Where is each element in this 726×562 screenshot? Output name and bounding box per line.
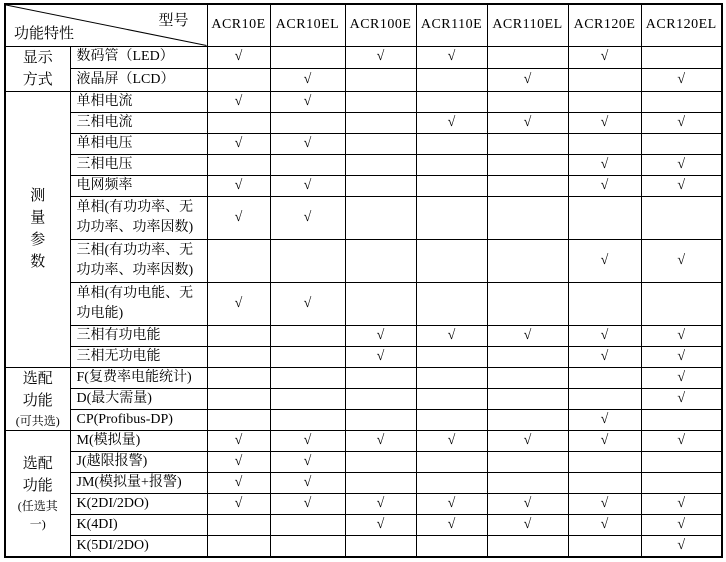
check-mark-icon: √ [523, 495, 532, 511]
feature-label: K(2DI/2DO) [70, 493, 207, 514]
check-cell-empty [207, 154, 270, 175]
check-cell-checked [641, 175, 722, 196]
feature-label: CP(Profibus-DP) [70, 409, 207, 430]
check-cell-checked [416, 430, 487, 451]
check-cell-empty [345, 239, 416, 282]
table-row [5, 325, 722, 346]
check-cell-empty [487, 133, 568, 154]
check-cell-empty [270, 409, 345, 430]
check-cell-checked [207, 46, 270, 69]
check-cell-empty [487, 535, 568, 557]
check-mark-icon: √ [677, 432, 686, 448]
check-cell-empty [641, 91, 722, 112]
check-cell-empty [568, 133, 641, 154]
section-label-line: 量 [30, 210, 46, 226]
check-cell-checked [345, 493, 416, 514]
feature-label: K(4DI) [70, 514, 207, 535]
check-cell-empty [345, 367, 416, 388]
check-mark-icon: √ [447, 516, 456, 532]
check-mark-icon: √ [600, 327, 609, 343]
table-row [5, 346, 722, 367]
table-row [5, 69, 722, 92]
check-cell-empty [207, 535, 270, 557]
check-cell-checked [416, 493, 487, 514]
check-cell-empty [345, 133, 416, 154]
section-label-line: 方式 [22, 71, 53, 88]
check-cell-empty [345, 409, 416, 430]
check-mark-icon: √ [234, 295, 243, 311]
check-cell-checked [207, 451, 270, 472]
table-row [5, 46, 722, 69]
section-label-measure-params [5, 91, 70, 367]
model-header-acr10e: ACR10E [207, 4, 270, 46]
feature-label: 三相电流 [70, 112, 207, 133]
check-cell-checked [641, 112, 722, 133]
check-cell-empty [207, 346, 270, 367]
feature-label: M(模拟量) [70, 430, 207, 451]
check-mark-icon: √ [303, 93, 312, 109]
check-cell-checked [641, 535, 722, 557]
table-row [5, 451, 722, 472]
section-label-display-mode [5, 46, 70, 91]
feature-label: 单相(有功电能、无功电能) [70, 282, 207, 325]
check-mark-icon: √ [677, 327, 686, 343]
check-mark-icon: √ [234, 495, 243, 511]
check-cell-empty [207, 367, 270, 388]
check-mark-icon: √ [600, 495, 609, 511]
check-mark-icon: √ [303, 71, 312, 87]
feature-label: 三相无功电能 [70, 346, 207, 367]
check-cell-empty [568, 69, 641, 92]
check-cell-empty [270, 535, 345, 557]
check-mark-icon: √ [600, 49, 609, 65]
check-cell-checked [641, 514, 722, 535]
check-cell-checked [641, 325, 722, 346]
check-mark-icon: √ [600, 252, 609, 268]
check-cell-checked [207, 282, 270, 325]
table-row [5, 514, 722, 535]
feature-label: 单相电流 [70, 91, 207, 112]
check-mark-icon: √ [234, 453, 243, 469]
feature-label: 电网频率 [70, 175, 207, 196]
check-mark-icon: √ [447, 327, 456, 343]
section-label-optional-exclusive [5, 430, 70, 557]
section-label-line: 数 [30, 254, 46, 270]
check-cell-empty [416, 388, 487, 409]
check-cell-empty [345, 388, 416, 409]
check-cell-checked [641, 493, 722, 514]
check-mark-icon: √ [677, 114, 686, 130]
check-mark-icon: √ [677, 369, 686, 385]
check-mark-icon: √ [303, 135, 312, 151]
check-mark-icon: √ [447, 49, 456, 65]
model-header-acr10el: ACR10EL [270, 4, 345, 46]
check-mark-icon: √ [600, 156, 609, 172]
feature-label: 三相(有功功率、无功功率、功率因数) [70, 239, 207, 282]
check-cell-empty [416, 69, 487, 92]
check-cell-empty [641, 282, 722, 325]
check-mark-icon: √ [303, 474, 312, 490]
check-mark-icon: √ [677, 390, 686, 406]
check-cell-checked [641, 239, 722, 282]
check-cell-empty [416, 535, 487, 557]
check-cell-empty [270, 388, 345, 409]
table-row [5, 91, 722, 112]
check-cell-checked [270, 451, 345, 472]
table-row [5, 154, 722, 175]
check-cell-empty [487, 346, 568, 367]
check-cell-empty [270, 239, 345, 282]
check-cell-checked [345, 514, 416, 535]
model-header-acr110el: ACR110EL [487, 4, 568, 46]
check-cell-empty [270, 514, 345, 535]
check-cell-checked [270, 282, 345, 325]
section-label-line: 选配 [22, 370, 53, 387]
table-row [5, 493, 722, 514]
check-cell-empty [416, 91, 487, 112]
check-cell-empty [487, 367, 568, 388]
check-cell-empty [568, 472, 641, 493]
check-cell-checked [207, 430, 270, 451]
section-label-line: 选配 [22, 456, 53, 472]
table-row [5, 133, 722, 154]
check-cell-checked [568, 325, 641, 346]
check-cell-empty [345, 91, 416, 112]
check-cell-checked [568, 239, 641, 282]
corner-cell [5, 4, 207, 46]
check-cell-checked [416, 46, 487, 69]
check-mark-icon: √ [523, 327, 532, 343]
check-cell-empty [416, 409, 487, 430]
check-mark-icon: √ [523, 71, 532, 87]
check-cell-empty [345, 282, 416, 325]
check-mark-icon: √ [376, 516, 385, 532]
check-cell-empty [416, 346, 487, 367]
check-mark-icon: √ [234, 432, 243, 448]
check-cell-empty [416, 175, 487, 196]
check-mark-icon: √ [303, 209, 312, 225]
check-mark-icon: √ [376, 327, 385, 343]
table-row [5, 535, 722, 557]
check-cell-empty [487, 239, 568, 282]
check-mark-icon: √ [234, 93, 243, 109]
check-cell-empty [416, 154, 487, 175]
check-mark-icon: √ [234, 177, 243, 193]
check-cell-empty [270, 112, 345, 133]
check-mark-icon: √ [234, 49, 243, 65]
check-cell-empty [641, 46, 722, 69]
check-mark-icon: √ [600, 177, 609, 193]
header-row [5, 4, 722, 46]
table-row [5, 409, 722, 430]
check-cell-empty [487, 409, 568, 430]
model-header-acr120e: ACR120E [568, 4, 641, 46]
check-cell-empty [568, 282, 641, 325]
check-cell-checked [207, 133, 270, 154]
check-cell-empty [345, 535, 416, 557]
check-mark-icon: √ [523, 516, 532, 532]
check-cell-empty [487, 91, 568, 112]
check-cell-empty [270, 325, 345, 346]
feature-label: JM(模拟量+报警) [70, 472, 207, 493]
check-mark-icon: √ [447, 432, 456, 448]
check-cell-empty [207, 514, 270, 535]
check-cell-empty [641, 409, 722, 430]
check-cell-checked [641, 346, 722, 367]
check-cell-checked [207, 472, 270, 493]
check-cell-empty [568, 388, 641, 409]
check-cell-checked [487, 69, 568, 92]
check-cell-checked [568, 112, 641, 133]
check-mark-icon: √ [376, 432, 385, 448]
table-row [5, 430, 722, 451]
section-label-line: (可共选) [15, 413, 60, 428]
check-mark-icon: √ [234, 209, 243, 225]
check-cell-checked [487, 112, 568, 133]
check-mark-icon: √ [600, 411, 609, 427]
check-cell-checked [207, 493, 270, 514]
check-cell-empty [487, 282, 568, 325]
check-mark-icon: √ [303, 177, 312, 193]
check-mark-icon: √ [677, 495, 686, 511]
check-cell-empty [270, 46, 345, 69]
check-cell-empty [207, 409, 270, 430]
check-cell-checked [270, 69, 345, 92]
check-mark-icon: √ [677, 71, 686, 87]
check-cell-empty [641, 133, 722, 154]
check-cell-checked [345, 430, 416, 451]
feature-label: D(最大需量) [70, 388, 207, 409]
check-cell-empty [207, 239, 270, 282]
check-cell-empty [345, 69, 416, 92]
feature-label: 数码管（LED） [70, 46, 207, 69]
feature-label: 三相电压 [70, 154, 207, 175]
check-cell-checked [345, 325, 416, 346]
feature-label: 液晶屏（LCD） [70, 69, 207, 92]
check-cell-empty [641, 196, 722, 239]
table-row [5, 175, 722, 196]
check-cell-empty [345, 154, 416, 175]
feature-label: J(越限报警) [70, 451, 207, 472]
check-cell-empty [641, 472, 722, 493]
check-mark-icon: √ [447, 114, 456, 130]
model-header-acr100e: ACR100E [345, 4, 416, 46]
table-row [5, 239, 722, 282]
check-cell-empty [487, 154, 568, 175]
check-cell-empty [416, 282, 487, 325]
section-label-line: 一) [29, 517, 46, 531]
model-axis-label: 型号 [158, 13, 189, 29]
check-cell-checked [568, 430, 641, 451]
check-cell-checked [416, 514, 487, 535]
check-mark-icon: √ [677, 177, 686, 193]
check-mark-icon: √ [677, 156, 686, 172]
check-cell-empty [568, 196, 641, 239]
check-mark-icon: √ [234, 474, 243, 490]
table-row [5, 196, 722, 239]
check-mark-icon: √ [303, 295, 312, 311]
check-cell-checked [487, 325, 568, 346]
check-cell-checked [270, 91, 345, 112]
check-mark-icon: √ [376, 49, 385, 65]
section-label-line: (任选其 [17, 499, 58, 513]
check-cell-empty [568, 535, 641, 557]
check-cell-checked [270, 472, 345, 493]
check-cell-checked [568, 493, 641, 514]
feature-label: F(复费率电能统计) [70, 367, 207, 388]
check-cell-empty [487, 388, 568, 409]
check-cell-empty [345, 451, 416, 472]
check-mark-icon: √ [600, 348, 609, 364]
check-cell-empty [487, 196, 568, 239]
check-cell-empty [568, 367, 641, 388]
check-cell-empty [487, 46, 568, 69]
check-cell-empty [416, 196, 487, 239]
check-cell-empty [207, 112, 270, 133]
check-mark-icon: √ [523, 114, 532, 130]
check-cell-checked [207, 91, 270, 112]
section-label-line: 参 [30, 232, 46, 248]
check-cell-empty [207, 388, 270, 409]
check-cell-empty [416, 451, 487, 472]
check-cell-empty [568, 91, 641, 112]
feature-label: 单相(有功功率、无功功率、功率因数) [70, 196, 207, 239]
check-cell-checked [270, 430, 345, 451]
check-cell-empty [345, 112, 416, 133]
check-cell-checked [487, 430, 568, 451]
model-header-acr120el: ACR120EL [641, 4, 722, 46]
check-cell-checked [270, 493, 345, 514]
check-cell-checked [568, 409, 641, 430]
check-cell-empty [345, 196, 416, 239]
check-mark-icon: √ [523, 432, 532, 448]
check-cell-empty [270, 154, 345, 175]
table-row [5, 282, 722, 325]
check-cell-checked [568, 46, 641, 69]
check-cell-empty [270, 346, 345, 367]
section-label-line: 测 [30, 188, 46, 204]
check-cell-empty [416, 472, 487, 493]
check-cell-empty [416, 239, 487, 282]
check-mark-icon: √ [303, 453, 312, 469]
check-cell-empty [487, 175, 568, 196]
check-cell-empty [270, 367, 345, 388]
check-cell-checked [345, 346, 416, 367]
section-label-optional-shared [5, 367, 70, 430]
check-cell-checked [416, 112, 487, 133]
check-cell-empty [487, 472, 568, 493]
check-mark-icon: √ [303, 432, 312, 448]
table-body [5, 46, 722, 557]
feature-axis-label: 功能特性 [14, 25, 75, 42]
table-row [5, 472, 722, 493]
check-cell-checked [641, 388, 722, 409]
check-mark-icon: √ [234, 135, 243, 151]
check-mark-icon: √ [303, 495, 312, 511]
check-cell-checked [207, 175, 270, 196]
check-cell-checked [641, 367, 722, 388]
check-cell-checked [568, 175, 641, 196]
check-mark-icon: √ [677, 516, 686, 532]
check-cell-checked [641, 69, 722, 92]
check-mark-icon: √ [376, 348, 385, 364]
check-cell-checked [568, 346, 641, 367]
feature-comparison-table [4, 3, 723, 558]
check-cell-checked [207, 196, 270, 239]
check-cell-empty [641, 451, 722, 472]
check-cell-checked [416, 325, 487, 346]
check-cell-checked [568, 154, 641, 175]
section-label-line: 功能 [22, 392, 53, 409]
check-cell-checked [270, 196, 345, 239]
section-label-line: 功能 [22, 478, 53, 494]
model-header-acr110e: ACR110E [416, 4, 487, 46]
check-cell-empty [345, 175, 416, 196]
check-cell-empty [487, 451, 568, 472]
check-cell-checked [270, 133, 345, 154]
check-mark-icon: √ [600, 516, 609, 532]
check-cell-empty [416, 133, 487, 154]
check-cell-checked [345, 46, 416, 69]
check-cell-empty [568, 451, 641, 472]
check-cell-empty [207, 325, 270, 346]
table-row [5, 388, 722, 409]
check-cell-empty [416, 367, 487, 388]
check-cell-checked [641, 430, 722, 451]
feature-label: K(5DI/2DO) [70, 535, 207, 557]
check-cell-empty [207, 69, 270, 92]
table-row [5, 112, 722, 133]
check-cell-checked [270, 175, 345, 196]
check-mark-icon: √ [600, 114, 609, 130]
feature-label: 三相有功电能 [70, 325, 207, 346]
check-mark-icon: √ [677, 537, 686, 553]
feature-label: 单相电压 [70, 133, 207, 154]
check-cell-checked [487, 514, 568, 535]
check-cell-checked [641, 154, 722, 175]
check-mark-icon: √ [447, 495, 456, 511]
check-mark-icon: √ [600, 432, 609, 448]
table-row [5, 367, 722, 388]
section-label-line: 显示 [22, 49, 53, 66]
check-cell-empty [345, 472, 416, 493]
check-mark-icon: √ [677, 252, 686, 268]
check-mark-icon: √ [677, 348, 686, 364]
check-cell-checked [568, 514, 641, 535]
check-cell-checked [487, 493, 568, 514]
check-mark-icon: √ [376, 495, 385, 511]
